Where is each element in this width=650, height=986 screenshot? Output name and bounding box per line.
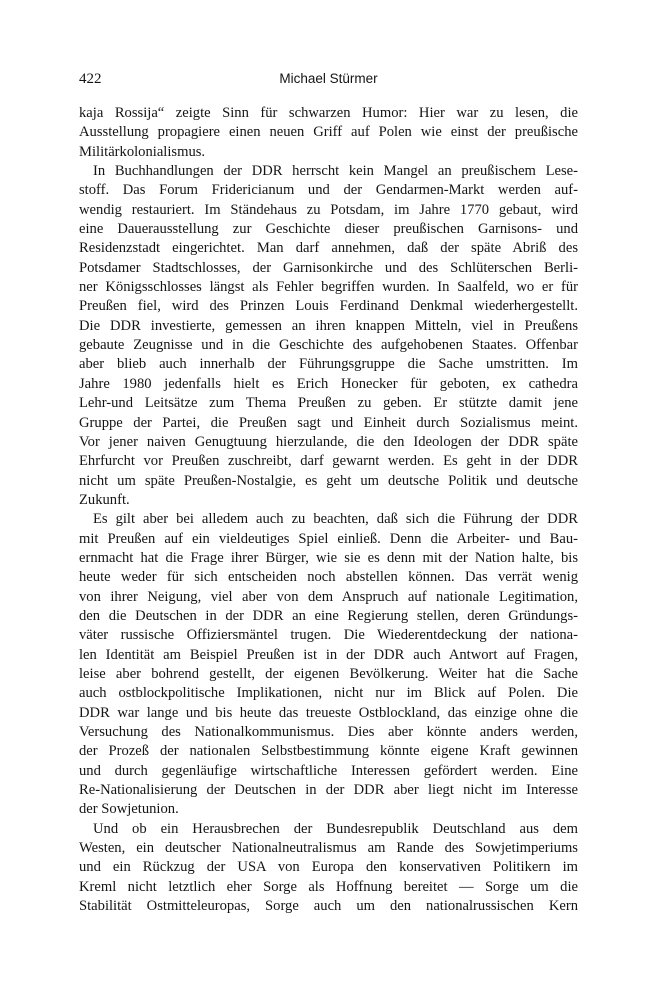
text-line: Es gilt aber bei alledem auch zu beachten, daß sich die Führung der DDR — [93, 511, 578, 528]
text-line: DDR war lange und bis heute das treueste Ostblockland, das einzige ohne die — [79, 704, 578, 721]
text-line: gebaute Zeugnisse und in die Geschichte des aufgehobenen Staates. Offenbar — [79, 337, 578, 354]
text-line: Die DDR investierte, gemessen an ihren knappen Mitteln, viel in Preußens — [79, 317, 578, 334]
text-line: eine Dauerausstellung zur Geschichte dieser preußischen Garnisons- und — [79, 221, 578, 238]
text-line: Ausstellung propagiere einen neuen Griff auf Polen wie einst der preußische — [79, 124, 578, 141]
text-line: Vor jener naiven Genugtuung hierzulande, die den Ideologen der DDR späte — [79, 433, 578, 450]
text-line: und durch gegenläufige wirtschaftliche Interessen gefördert werden. Eine — [79, 762, 578, 779]
text-line: väter russische Offiziersmäntel trugen. Die Wiederentdeckung der nationa- — [79, 627, 578, 644]
paragraph — [79, 162, 578, 510]
text-line: Residenzstadt eingerichtet. Man darf annehmen, daß der späte Abriß des — [79, 240, 578, 257]
text-line: Versuchung des Nationalkommunismus. Dies aber könnte anders werden, — [79, 724, 578, 740]
text-line: ernmacht hat die Frage ihrer Bürger, wie sie es denn mit der Nation halte, bis — [79, 549, 578, 566]
text-line: Lehr-und Leitsätze zum Thema Preußen zu geben. Er stützte damit jene — [79, 395, 578, 412]
text-line: Re-Nationalisierung der Deutschen in der DDR aber liegt nicht im Interesse — [79, 782, 578, 799]
text-line: der Prozeß der nationalen Selbstbestimmung könnte eigene Kraft gewinnen — [79, 743, 578, 760]
running-head — [79, 68, 578, 90]
running-head-author: Michael Stürmer — [279, 71, 378, 86]
text-line: Stabilität Ostmitteleuropas, Sorge auch um den nationalrussischen Kern — [79, 898, 578, 915]
text-line: Zukunft. — [79, 491, 130, 508]
text-line: ner Königsschlosses längst als Fehler begriffen wurden. In Saalfeld, wo er für — [79, 279, 578, 296]
text-line: nicht um späte Preußen-Nostalgie, es geht um deutsche Politik und deutsche — [79, 472, 578, 489]
text-line: Gruppe der Partei, die Preußen sagt und Einheit durch Sozialismus meint. — [79, 414, 578, 431]
text-line: mit Preußen auf ein vieldeutiges Spiel einließ. Denn die Arbeiter- und Bau- — [79, 530, 578, 547]
text-line: leise aber bohrend gestellt, der eigenen Bevölkerung. Weiter hat die Sache — [79, 665, 578, 682]
text-line: und ein Rückzug der USA von Europa den konservativen Politikern im — [79, 859, 578, 876]
text-line: len Identität am Beispiel Preußen ist in der DDR auch Antwort auf Fragen, — [79, 646, 578, 663]
text-line: heute weder für sich entscheiden noch abstellen können. Das verrät wenig — [79, 569, 578, 586]
paragraph — [79, 510, 578, 820]
text-line: wendig restauriert. Im Ständehaus zu Potsdam, im Jahre 1770 gebaut, wird — [79, 201, 578, 218]
text-line: von ihrer Neigung, viel aber von dem Anspruch auf nationale Legitimation, — [79, 588, 578, 605]
text-line: aber blieb auch innerhalb der Führungsgruppe die Sache umstritten. Im — [79, 356, 578, 373]
text-line: auch ostblockpolitische Implikationen, nicht nur im Blick auf Polen. Die — [79, 685, 578, 702]
text-line: der Sowjetunion. — [79, 801, 179, 818]
text-line: Und ob ein Herausbrechen der Bundesrepublik Deutschland aus dem — [93, 820, 578, 837]
text-line: den die Deutschen in der DDR an eine Regierung stellen, deren Gründungs- — [79, 607, 578, 624]
text-line: Westen, ein deutscher Nationalneutralismus am Rande des Sowjetimperiums — [79, 840, 578, 857]
paragraph — [79, 820, 578, 917]
text-line: Potsdamer Stadtschlosses, der Garnisonkirche und des Schlüterschen Berli- — [79, 259, 578, 276]
paragraph — [79, 104, 578, 162]
text-line: Kreml nicht letztlich eher Sorge als Hoffnung bereitet — Sorge um die — [79, 878, 578, 895]
text-line: Preußen fiel, wird des Prinzen Louis Ferdinand Denkmal wiederhergestellt. — [79, 298, 578, 315]
text-line: stoff. Das Forum Fridericianum und der Gendarmen-Markt werden auf- — [79, 182, 578, 199]
text-line: Ehrfurcht vor Preußen zuschreibt, darf gewarnt werden. Es geht in der DDR — [79, 453, 578, 470]
text-line: Jahre 1980 jedenfalls hielt es Erich Honecker für geboten, ex cathedra — [79, 375, 578, 392]
text-line: kaja Rossija“ zeigte Sinn für schwarzen Humor: Hier war zu lesen, die — [79, 105, 578, 121]
page-number: 422 — [79, 71, 102, 87]
body-text — [79, 104, 578, 916]
text-line: Militärkolonialismus. — [79, 143, 206, 160]
text-line: In Buchhandlungen der DDR herrscht kein Mangel an preußischem Lese- — [93, 163, 578, 180]
